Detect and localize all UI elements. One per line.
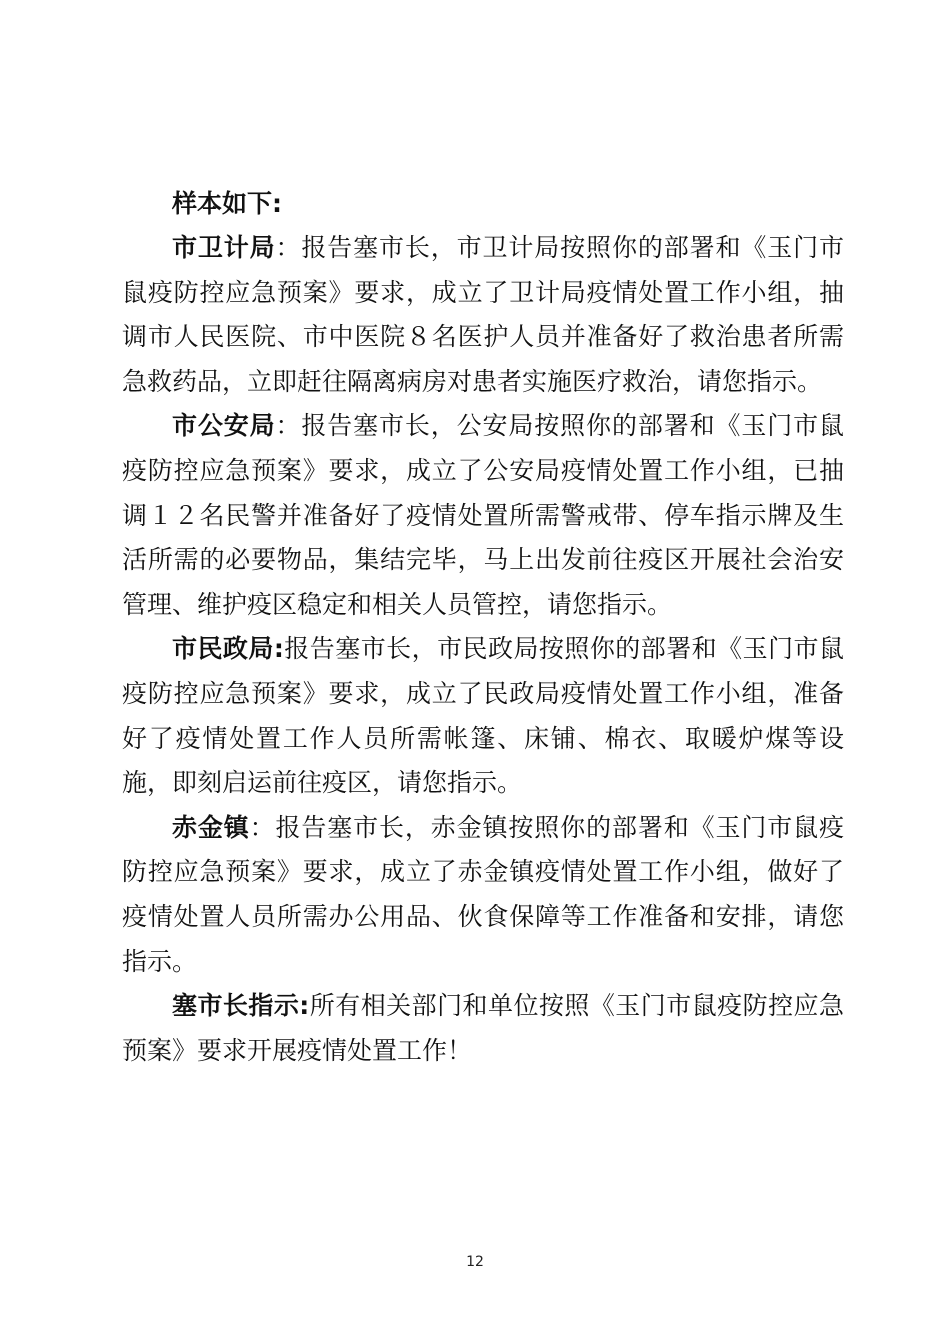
paragraph-health-bureau <box>122 226 844 404</box>
paragraph-text: 报告塞市长，市民政局按照你的部署和《玉门市鼠疫防控应急预案》要求，成立了民政局疫情处置工作小组，准备好了疫情处置工作人员所需帐篷、床铺、棉衣、取暖炉煤等设施，即刻启运前往疫区，请您指示。 <box>122 634 844 798</box>
paragraph-civil-affairs-bureau <box>122 627 844 805</box>
paragraph-text: ：报告塞市长，市卫计局按照你的部署和《玉门市鼠疫防控应急预案》要求，成立了卫计局疫情处置工作小组，抽调市人民医院、市中医院８名医护人员并准备好了救治患者所需急救药品，立即赶往隔离病房对患者实施医疗救治，请您指示。 <box>122 233 844 396</box>
paragraph-mayor-instruction <box>122 984 844 1073</box>
paragraph-text: 所有相关部门和单位按照《玉门市鼠疫防控应急预案》要求开展疫情处置工作！ <box>122 991 844 1065</box>
document-body <box>122 182 844 1073</box>
paragraph-label: 塞市长指示: <box>172 991 310 1021</box>
paragraph-text: ：报告塞市长，赤金镇按照你的部署和《玉门市鼠疫防控应急预案》要求，成立了赤金镇疫情处置工作小组，做好了疫情处置人员所需办公用品、伙食保障等工作准备和安排，请您指示。 <box>122 812 844 976</box>
page-number: 12 <box>466 1254 484 1270</box>
paragraph-text: ：报告塞市长，公安局按照你的部署和《玉门市鼠疫防控应急预案》要求，成立了公安局疫情处置工作小组，已抽调１２名民警并准备好了疫情处置所需警戒带、停车指示牌及生活所需的必要物品，集结完毕，马上出发前往疫区开展社会治安管理、维护疫区稳定和相关人员管控，请您指示。 <box>122 411 844 619</box>
section-heading: 样本如下: <box>172 189 282 218</box>
paragraph-chijin-town <box>122 806 844 984</box>
paragraph-label: 市公安局 <box>172 411 276 441</box>
paragraph-label: 市卫计局 <box>172 233 276 262</box>
paragraph-public-security-bureau <box>122 404 844 627</box>
paragraph-label: 市民政局: <box>172 634 284 664</box>
paragraph-label: 赤金镇 <box>172 812 250 842</box>
